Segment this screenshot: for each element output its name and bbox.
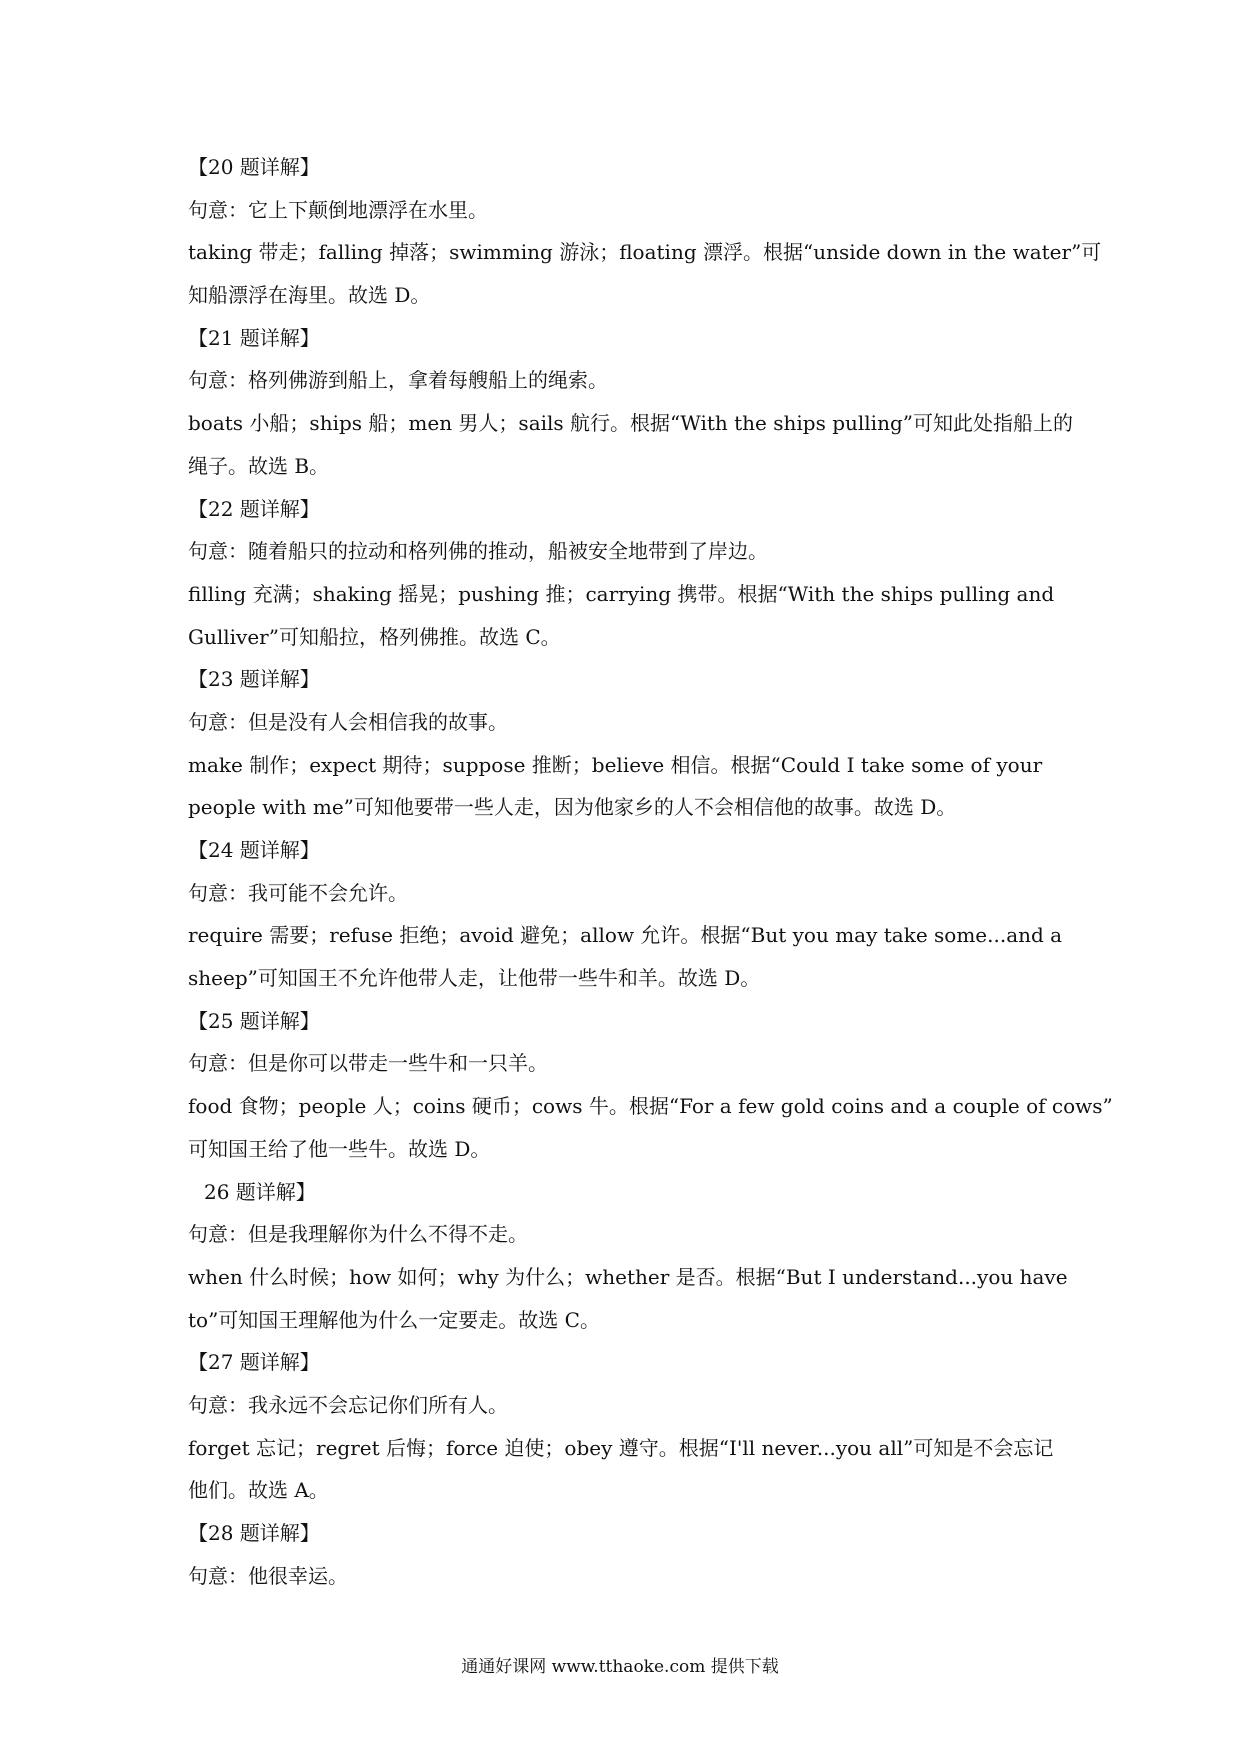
question-21-meaning: 句意：格列佛游到船上，拿着每艘船上的绳索。 [188,368,608,393]
question-27-meaning: 句意：我永远不会忘记你们所有人。 [188,1392,508,1417]
question-27-heading: 【27 题详解】 [188,1350,320,1375]
question-20-explanation-cont: 知船漂浮在海里。故选 D。 [188,283,431,308]
question-20-heading: 【20 题详解】 [188,155,320,179]
question-20-explanation: taking 带走；falling 掉落；swimming 游泳；floating 漂浮。根据“unside down in the water”可 [188,240,1102,265]
question-26-explanation-cont: to”可知国王理解他为什么一定要走。故选 C。 [188,1307,600,1332]
question-20-meaning: 句意：它上下颠倒地漂浮在水里。 [188,197,488,222]
question-27-explanation: forget 忘记；regret 后悔；force 迫使；obey 遵守。根据“I'll never...you all”可知是不会忘记 [188,1435,1054,1460]
question-23-heading: 【23 题详解】 [188,667,320,692]
question-23-explanation-cont: people with me”可知他要带一些人走，因为他家乡的人不会相信他的故事。故选 D。 [188,795,957,820]
question-21-explanation: boats 小船；ships 船；men 男人；sails 航行。根据“With the ships pulling”可知此处指船上的 [188,411,1073,436]
question-22-heading: 【22 题详解】 [188,496,320,521]
question-22-explanation: filling 充满；shaking 摇晃；pushing 推；carrying 携带。根据“With the ships pulling and [188,581,1055,606]
page-footer: 通通好课网 www.tthaoke.com 提供下载 [461,1657,779,1677]
question-22-explanation-cont: Gulliver”可知船拉，格列佛推。故选 C。 [188,624,561,649]
question-26-heading: 26 题详解】 [204,1179,316,1204]
question-25-explanation-cont: 可知国王给了他一些牛。故选 D。 [188,1136,491,1161]
question-22-meaning: 句意：随着船只的拉动和格列佛的推动，船被安全地带到了岸边。 [188,539,768,564]
question-23-meaning: 句意：但是没有人会相信我的故事。 [188,709,508,734]
question-24-explanation-cont: sheep”可知国王不允许他带人走，让他带一些牛和羊。故选 D。 [188,966,761,991]
question-26-explanation: when 什么时候；how 如何；why 为什么；whether 是否。根据“But I understand...you have [188,1264,1068,1289]
question-25-heading: 【25 题详解】 [188,1008,320,1033]
question-26-meaning: 句意：但是我理解你为什么不得不走。 [188,1222,528,1247]
question-24-explanation: require 需要；refuse 拒绝；avoid 避免；allow 允许。根据“But you may take some...and a [188,923,1063,948]
question-21-explanation-cont: 绳子。故选 B。 [188,453,330,478]
question-28-heading: 【28 题详解】 [188,1521,320,1545]
question-24-meaning: 句意：我可能不会允许。 [188,880,408,905]
question-21-heading: 【21 题详解】 [188,325,320,350]
question-25-meaning: 句意：但是你可以带走一些牛和一只羊。 [188,1051,548,1076]
question-28-meaning: 句意：他很幸运。 [188,1563,348,1588]
document-body [188,146,1113,1597]
question-25-explanation: food 食物；people 人；coins 硬币；cows 牛。根据“For a few gold coins and a couple of cows” [188,1094,1113,1119]
question-23-explanation: make 制作；expect 期待；suppose 推断；believe 相信。根据“Could I take some of your [188,752,1043,777]
question-27-explanation-cont: 他们。故选 A。 [188,1478,329,1503]
question-24-heading: 【24 题详解】 [188,838,320,862]
